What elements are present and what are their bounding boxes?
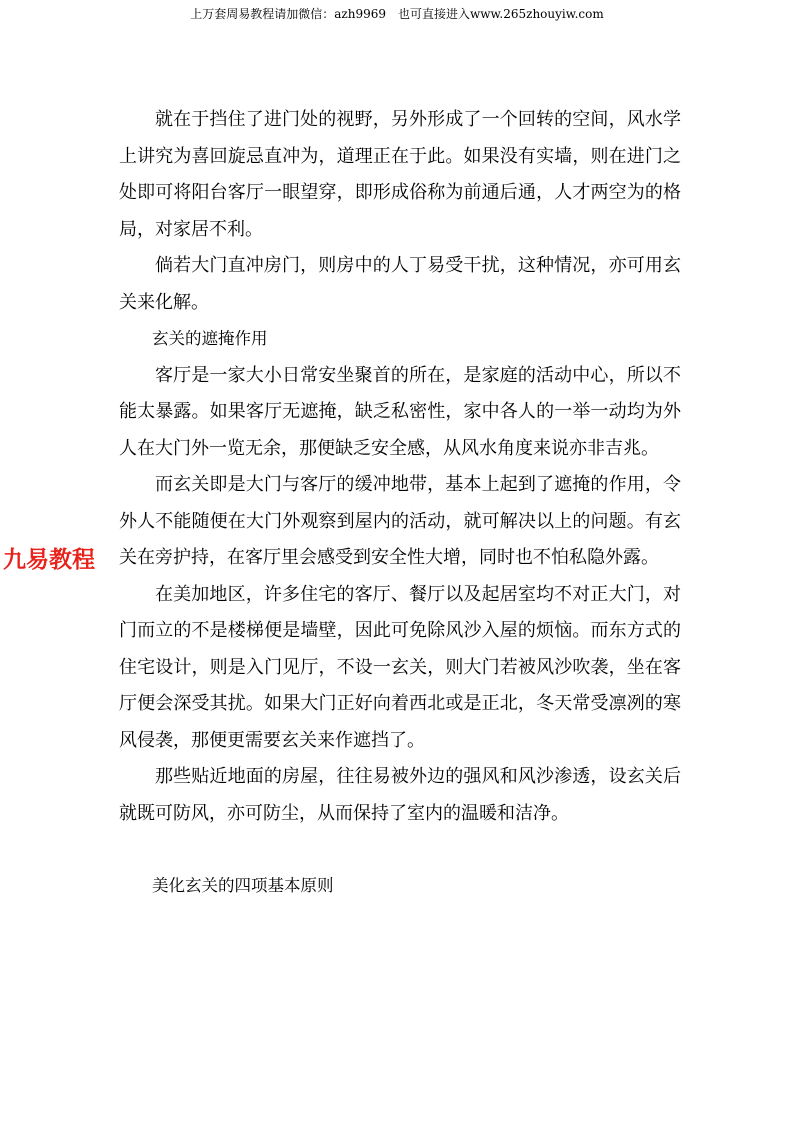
section-heading: 美化玄关的四项基本原则 <box>152 876 334 895</box>
paragraph: 在美加地区，许多住宅的客厅、餐厅以及起居室均不对正大门，对门而立的不是楼梯便是墙壁，因此可免除风沙入屋的烦恼。而东方式的住宅设计，则是入门见厅，不设一玄关，则大门若被风沙吹袭，坐在客厅便会深受其扰。如果大门正好向着西北或是正北，冬天常受凛冽的寒风侵袭，那便更需要玄关来作遮挡了。 <box>119 583 681 751</box>
paragraph: 就在于挡住了进门处的视野，另外形成了一个回转的空间，风水学上讲究为喜回旋忌直冲为，道理正在于此。如果没有实墙，则在进门之处即可将阳台客厅一眼望穿，即形成俗称为前通后通，人才两空为的格局，对家居不利。 <box>119 109 681 240</box>
section-heading: 玄关的遮掩作用 <box>152 329 268 348</box>
paragraph: 倘若大门直冲房门，则房中的人丁易受干扰，这种情况，亦可用玄关来化解。 <box>119 255 681 313</box>
paragraph: 客厅是一家大小日常安坐聚首的所在，是家庭的活动中心，所以不能太暴露。如果客厅无遮掩，缺乏私密性，家中各人的一举一动均为外人在大门外一览无余，那便缺乏安全感，从风水角度来说亦非吉兆。 <box>119 364 681 459</box>
paragraph: 那些贴近地面的房屋，往往易被外边的强风和风沙渗透，设玄关后就既可防风，亦可防尘，从而保持了室内的温暖和洁净。 <box>119 766 681 824</box>
paragraph: 而玄关即是大门与客厅的缓冲地带，基本上起到了遮掩的作用，令外人不能随便在大门外观察到屋内的活动，就可解决以上的问题。有玄关在旁护持，在客厅里会感受到安全性大增，同时也不怕私隐外露。 <box>119 474 681 568</box>
watermark-logo: 九易教程 <box>3 547 95 573</box>
document-body <box>119 102 681 905</box>
header-note: 上万套周易教程请加微信：azh9969 也可直接进入www.265zhouyiw.com <box>190 7 604 21</box>
